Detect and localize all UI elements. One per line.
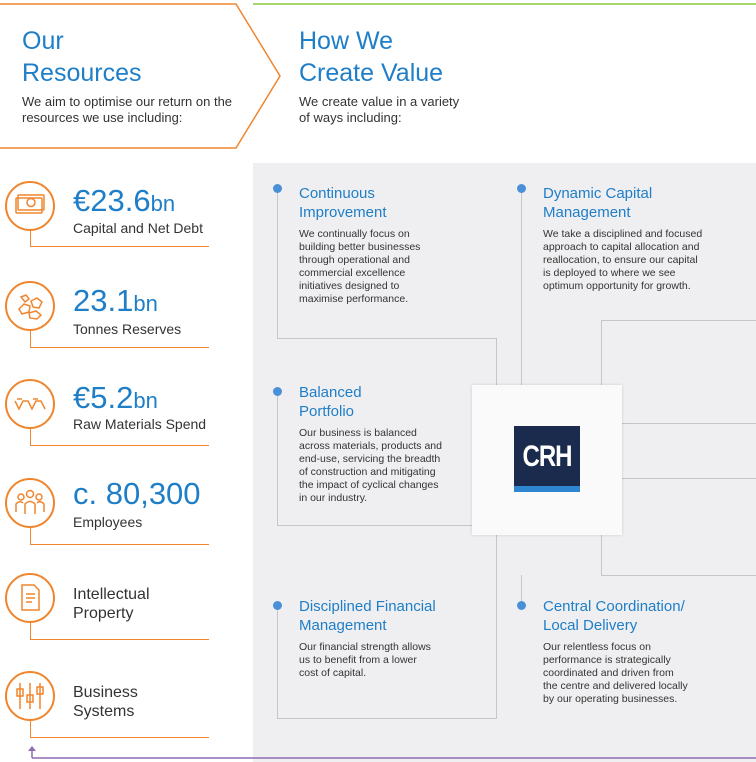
block-text-balanced: Our business is balanced across materials, products and end-use, servicing the breadth of construction and mitigating the impact of cyclical changes in our industry. — [299, 427, 442, 504]
bullet-dot — [273, 601, 282, 610]
block-title-central: Central Coordination/ Local Delivery — [543, 598, 685, 634]
bullet-dot — [517, 601, 526, 610]
block-text-financial: Our financial strength allows us to benefit from a lower cost of capital. — [299, 641, 431, 679]
bullet-dot — [273, 184, 282, 193]
resource-value-reserves: 23.1bn — [73, 283, 158, 318]
crh-logo — [514, 426, 580, 492]
connector — [277, 338, 496, 339]
stones-icon — [5, 281, 55, 331]
value-title: How We Create Value — [299, 27, 444, 87]
connector — [277, 192, 278, 338]
connector — [277, 606, 278, 718]
connector — [622, 423, 756, 424]
resource-value-materials: €5.2bn — [73, 380, 158, 415]
logo-card — [472, 385, 622, 535]
block-text-continuous: We continually focus on building better businesses through operational and commercial excellence initiatives designed to maximise performance. — [299, 228, 421, 305]
divider — [30, 429, 31, 445]
logo-stripe — [514, 486, 580, 492]
resources-subtitle: We aim to optimise our return on the resources we use including: — [22, 94, 233, 125]
connector — [521, 192, 522, 385]
connector — [496, 338, 497, 385]
block-title-balanced: Balanced Portfolio — [299, 384, 362, 420]
connector — [622, 478, 756, 479]
connector — [277, 525, 472, 526]
divider — [30, 623, 31, 639]
block-text-central: Our relentless focus on performance is strategically coordinated and driven from the centre and delivered locally by our operating businesses. — [543, 641, 688, 705]
resource-value-employees: c. 80,300 — [73, 476, 201, 511]
resource-label-reserves: Tonnes Reserves — [73, 321, 182, 337]
connector — [601, 535, 602, 575]
connector — [277, 718, 497, 719]
connector — [601, 575, 756, 576]
bullet-dot — [517, 184, 526, 193]
divider — [30, 528, 31, 544]
resources-title: Our Resources — [22, 27, 142, 87]
divider — [30, 544, 209, 545]
divider — [30, 246, 209, 247]
sliders-icon — [5, 671, 55, 721]
people-icon — [5, 478, 55, 528]
block-title-dynamic: Dynamic Capital Management — [543, 185, 653, 221]
value-subtitle: We create value in a variety of ways including: — [299, 94, 460, 125]
divider — [30, 737, 209, 738]
divider — [30, 331, 31, 347]
connector — [601, 320, 602, 385]
resource-label-systems: Business Systems — [73, 684, 138, 720]
return-arrow — [0, 744, 756, 762]
divider — [30, 721, 31, 737]
logo-text: CRH — [522, 439, 572, 474]
materials-icon — [5, 379, 55, 429]
block-text-dynamic: We take a disciplined and focused approach to capital allocation and reallocation, to ensure our capital is deployed to where we see optimum opportunity for growth. — [543, 228, 703, 292]
resource-value-capital: €23.6bn — [73, 183, 176, 218]
resource-label-materials: Raw Materials Spend — [73, 416, 207, 432]
document-icon — [5, 573, 55, 623]
block-title-financial: Disciplined Financial Management — [299, 598, 436, 634]
divider — [30, 639, 209, 640]
connector — [277, 392, 278, 525]
resource-label-capital: Capital and Net Debt — [73, 220, 203, 236]
resource-label-employees: Employees — [73, 514, 143, 530]
resource-label-ip: Intellectual Property — [73, 586, 150, 622]
block-title-continuous: Continuous Improvement — [299, 185, 387, 221]
connector — [496, 535, 497, 718]
banknote-icon — [5, 181, 55, 231]
divider — [30, 231, 31, 246]
bullet-dot — [273, 387, 282, 396]
connector — [601, 320, 756, 321]
divider — [30, 445, 209, 446]
divider — [30, 347, 209, 348]
